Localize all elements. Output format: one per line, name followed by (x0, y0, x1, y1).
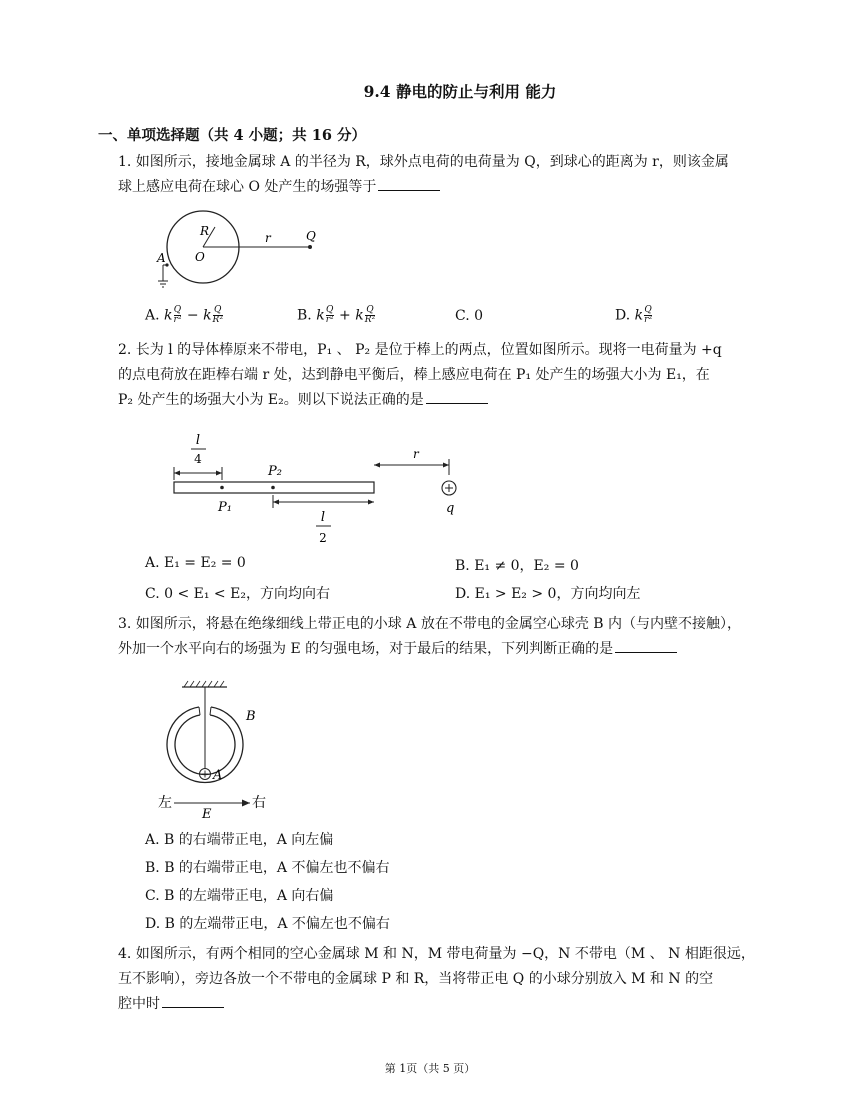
question-2-line-3 (118, 388, 778, 413)
figure-3-shell (152, 675, 282, 820)
page-title: 9.4 静电的防止与利用 能力 (363, 82, 557, 101)
label-A: A (157, 251, 166, 265)
label-four: 4 (194, 452, 202, 466)
q2-option-a[interactable]: A. E₁ = E₂ = 0 (145, 555, 246, 571)
label-left: 左 (158, 795, 172, 811)
figure-1-sphere (145, 205, 335, 295)
label-l-top: l (195, 433, 201, 448)
question-3 (118, 612, 778, 662)
answer-blank (162, 993, 224, 1008)
q1-option-b-prefix: B. (297, 307, 317, 324)
q1-option-a[interactable]: A. k $\frac{Q}{\text{r²}}$ − k $\frac{Q}{\text{R²}}$ (145, 305, 223, 325)
q2-option-b[interactable]: B. E₁ ≠ 0，E₂ = 0 (455, 558, 579, 574)
q2-option-d[interactable]: D. E₁ > E₂ > 0，方向均向左 (455, 586, 641, 602)
label-r: r (413, 447, 419, 461)
q3-option-d[interactable]: D. B 的左端带正电，A 不偏左也不偏右 (145, 916, 390, 932)
question-4 (118, 942, 778, 1017)
page-footer: 第 1页（共 5 页） (384, 1062, 476, 1075)
q1-option-b[interactable]: B. k $\frac{Q}{\text{r²}}$ + k $\frac{Q}{\text{R²}}$ (297, 305, 376, 325)
q3-option-c[interactable]: C. B 的左端带正电，A 向右偏 (145, 888, 334, 904)
q1-option-a-prefix: A. (145, 307, 165, 324)
answer-blank (615, 638, 677, 653)
section-heading: 一、单项选择题（共 4 小题；共 16 分） (98, 127, 366, 144)
question-1-line-1: 1. 如图所示，接地金属球 A 的半径为 R，球外点电荷的电荷量为 Q，到球心的距离为 r，则该金属 (118, 154, 729, 170)
label-B: B (246, 709, 256, 724)
label-Q: Q (306, 229, 316, 243)
q1-option-d[interactable]: D. k $\frac{Q}{\text{r²}}$ (615, 305, 653, 325)
label-two: 2 (319, 531, 327, 545)
figure-2-rod (160, 425, 480, 550)
label-l-bottom: l (320, 510, 326, 525)
q1-option-d-prefix: D. (615, 307, 635, 324)
question-1-line-2-text: 球上感应电荷在球心 O 处产生的场强等于 (118, 179, 377, 195)
label-E: E (202, 807, 212, 820)
question-4-line-1: 4. 如图所示，有两个相同的空心金属球 M 和 N，M 带电荷量为 −Q，N 不带电（M 、 N 相距很远， (118, 946, 755, 962)
question-3-line-1: 3. 如图所示，将悬在绝缘细线上带正电的小球 A 放在不带电的金属空心球壳 B 内（与内壁不接触）， (118, 616, 742, 632)
q2-option-c[interactable]: C. 0 < E₁ < E₂，方向均向右 (145, 586, 330, 602)
label-R: R (200, 224, 210, 238)
question-4-line-3 (118, 992, 778, 1017)
question-4-line-2: 互不影响），旁边各放一个不带电的金属球 P 和 R，当将带正电 Q 的小球分别放入 M 和 N 的空 (118, 971, 714, 987)
answer-blank (378, 176, 440, 191)
question-4-line-3-text: 腔中时 (118, 996, 160, 1012)
question-1 (118, 150, 778, 200)
q3-option-a[interactable]: A. B 的右端带正电，A 向左偏 (145, 832, 334, 848)
question-2-line-3-text: P₂ 处产生的场强大小为 E₂。则以下说法正确的是 (118, 392, 424, 408)
question-2-line-1: 2. 长为 l 的导体棒原来不带电，P₁ 、 P₂ 是位于棒上的两点，位置如图所示。现将一电荷量为 +q (118, 342, 722, 358)
question-3-line-2 (118, 637, 778, 662)
label-P2: P₂ (268, 464, 282, 479)
label-q: q (446, 501, 455, 516)
label-right: 右 (252, 795, 266, 811)
question-2-line-2: 的点电荷放在距棒右端 r 处，达到静电平衡后，棒上感应电荷在 P₁ 处产生的场强大小为 E₁，在 (118, 367, 710, 383)
label-P1: P₁ (218, 500, 232, 515)
q1-option-c[interactable]: C. 0 (455, 308, 484, 324)
label-O: O (195, 250, 205, 264)
question-3-line-2-text: 外加一个水平向右的场强为 E 的匀强电场，对于最后的结果，下列判断正确的是 (118, 641, 614, 657)
question-1-line-2 (118, 175, 778, 200)
label-r: r (265, 231, 271, 245)
question-2 (118, 338, 778, 413)
label-A: A (213, 768, 223, 783)
q3-option-b[interactable]: B. B 的右端带正电，A 不偏左也不偏右 (145, 860, 390, 876)
answer-blank (426, 389, 488, 404)
